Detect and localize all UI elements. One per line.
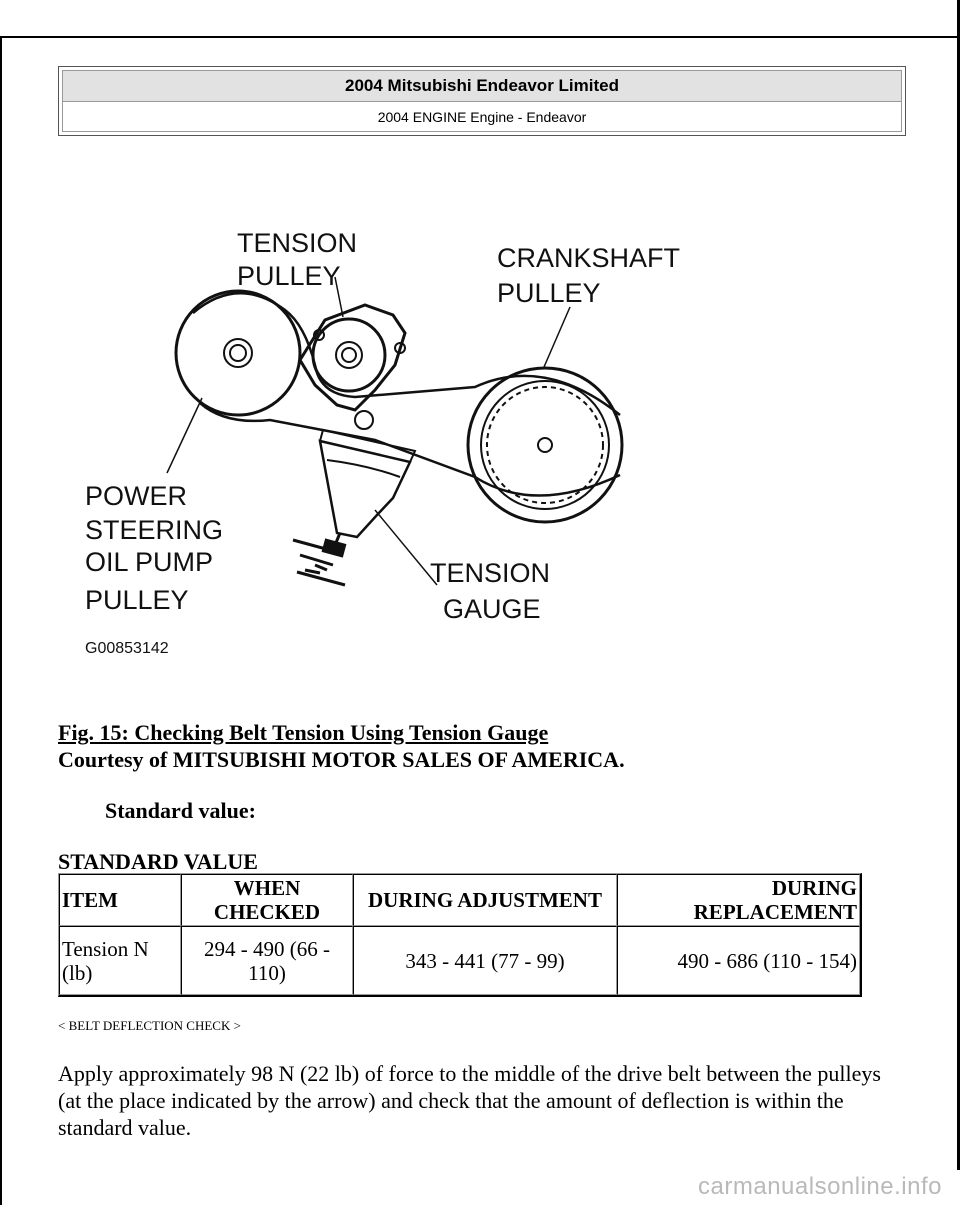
figure-code: G00853142 — [85, 640, 169, 657]
instruction-paragraph: Apply approximately 98 N (22 lb) of force to the middle of the drive belt between the pulleys (at the place indicated by the arrow) and check that the amount of deflection is within the standard value. — [58, 1061, 881, 1140]
label-power-1: POWER — [85, 481, 188, 511]
drive-belt-upper — [193, 293, 620, 415]
watermark: carmanualsonline.info — [698, 1173, 942, 1200]
belt-diagram — [75, 215, 715, 665]
document-subtitle: 2004 ENGINE Engine - Endeavor — [377, 109, 587, 125]
header-when-checked: WHEN CHECKED — [181, 874, 353, 926]
header-during-adjustment: DURING ADJUSTMENT — [353, 874, 617, 926]
cell-when-checked: 294 - 490 (66 - 110) — [181, 926, 353, 995]
table-title: STANDARD VALUE — [58, 849, 258, 874]
document-title: 2004 Mitsubishi Endeavor Limited — [63, 71, 901, 102]
page-frame-left — [0, 36, 2, 1205]
document-header — [58, 66, 906, 136]
tension-gauge-body — [320, 441, 410, 537]
table-header-row — [59, 874, 860, 926]
section-heading: < BELT DEFLECTION CHECK > — [58, 1018, 241, 1033]
belt-tension-figure — [75, 215, 715, 665]
cell-during-adjustment: 343 - 441 (77 - 99) — [353, 926, 617, 995]
label-tension-pulley-1: TENSION — [237, 228, 358, 258]
label-power-2: STEERING — [85, 515, 224, 545]
figure-caption[interactable]: Fig. 15: Checking Belt Tension Using Tension Gauge — [58, 720, 549, 745]
header-item: ITEM — [59, 874, 181, 926]
label-tension-pulley-2: PULLEY — [237, 261, 341, 291]
table-row — [59, 926, 860, 995]
label-crankshaft-2: PULLEY — [497, 278, 601, 308]
label-gauge-2: GAUGE — [443, 594, 541, 624]
page-frame-top — [0, 36, 960, 38]
header-during-replacement: DURING REPLACEMENT — [617, 874, 860, 926]
crankshaft-pulley — [468, 368, 622, 522]
figure-courtesy: Courtesy of MITSUBISHI MOTOR SALES OF AMERICA. — [58, 747, 625, 772]
power-steering-pulley — [176, 291, 300, 415]
document-header-inner — [62, 70, 902, 132]
label-power-4: PULLEY — [85, 585, 189, 615]
cell-during-replacement: 490 - 686 (110 - 154) — [617, 926, 860, 995]
cell-item: Tension N (lb) — [59, 926, 181, 995]
label-gauge-1: TENSION — [430, 558, 551, 588]
label-power-3: OIL PUMP — [85, 547, 214, 577]
standard-value-label: Standard value: — [105, 798, 256, 823]
tension-pulley — [313, 319, 385, 391]
label-crankshaft-1: CRANKSHAFT — [497, 243, 681, 273]
standard-value-table — [58, 873, 862, 997]
